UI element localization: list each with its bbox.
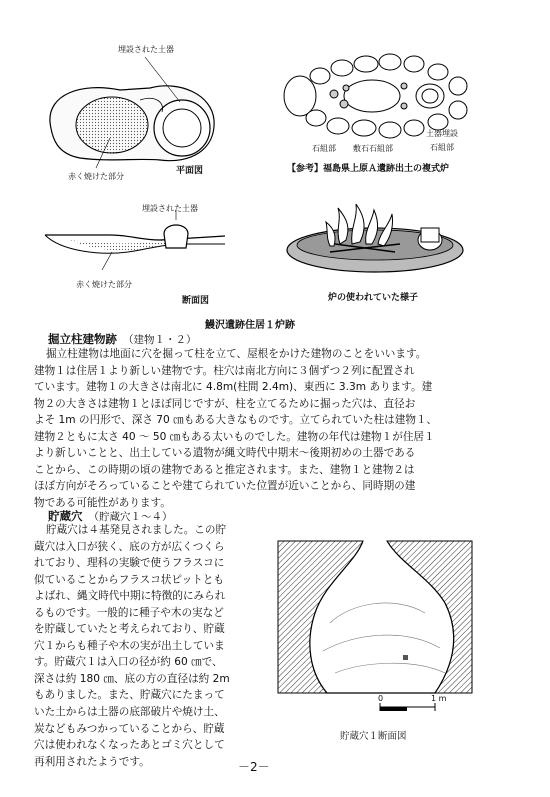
plan-view-caption: 平面図 <box>176 166 204 176</box>
scale-zero-label: 0 <box>378 694 384 703</box>
section1-line: 建物２ともに太さ 40 ～ 50 ㎝もある太いものでした。建物の年代は建物１が住居１ <box>34 430 435 443</box>
section2-line: 炭などもみつかっていることから、貯蔵 <box>34 722 225 735</box>
reference-stone2-label: 石組部 <box>430 143 454 152</box>
section1-subtitle: （建物１・２） <box>123 334 197 346</box>
hearth-usage-caption: 炉の使われていた様子 <box>328 293 419 303</box>
section2-title: 貯蔵穴 <box>48 509 83 523</box>
plan-buried-pottery-label: 埋設された土器 <box>118 45 174 54</box>
section1-line: よそ 1m の円形で、深さ 70 ㎝もある大きなものです。立てられていた柱は建物１、 <box>34 414 438 427</box>
reference-paved-stone-label: 敷石石組部 <box>353 144 393 153</box>
section2-line: れており、理科の実験で使うフラスコに <box>34 557 225 570</box>
section2-line: 穴１からも種子や木の実が出土していま <box>34 639 225 652</box>
section1-line: 掘立柱建物は地面に穴を掘って柱を立て、屋根をかけた建物のことをいいます。 <box>46 348 427 360</box>
plan-view-figure <box>40 40 220 175</box>
section2-line: もありました。また、貯蔵穴にたまって <box>34 689 225 702</box>
section2-line: 再利用されたようです。 <box>34 755 150 768</box>
section1-line: 物２の大きさは建物１とほぼ同じですが、柱を立てるために掘った穴は、直径お <box>34 397 416 410</box>
section1-title: 掘立柱建物跡 <box>48 332 117 346</box>
section-view-figure <box>40 200 230 280</box>
section2-line: 穴は使われなくなったあとゴミ穴として <box>34 739 225 752</box>
scale-one-meter-label: 1 m <box>431 694 447 703</box>
reference-caption: 【参考】福島県上原Ａ遺跡出土の複式炉 <box>287 164 450 174</box>
storage-pit-caption: 貯蔵穴１断面図 <box>340 731 407 742</box>
reference-pottery-label: 土器埋設 <box>426 129 458 138</box>
section2-line: よばれ、縄文時代中期に特徴的にみられ <box>34 590 226 603</box>
section2-line: を貯蔵していたと考えられており、貯蔵 <box>34 623 225 636</box>
section-burnt-area-label: 赤く焼けた部分 <box>76 280 132 289</box>
section2-line: 蔵穴は入口が狭く、底の方が広くつくら <box>34 540 225 553</box>
section2-line: 似ていることからフラスコ状ピットとも <box>34 573 224 586</box>
section2-line: す。貯蔵穴１は入口の径が約 60 ㎝で、 <box>34 656 223 669</box>
section1-line: ほぼ方向がそろっていることや建てられていた位置が近いことから、同時期の建 <box>34 480 416 493</box>
reference-stone-label: 石組部 <box>312 144 336 153</box>
page-number: －2－ <box>238 760 270 774</box>
section1-line: ことから、この時期の頃の建物であると推定されます。また、建物１と建物２は <box>34 463 415 476</box>
plan-burnt-area-label: 赤く焼けた部分 <box>68 172 124 181</box>
section1-line: より新しいことと、出土している遺物が縄文時代中期末～後期初めの土器である <box>34 447 416 460</box>
section2-line: 深さは約 180 ㎝、底の方の直径は約 2m <box>34 672 230 685</box>
section1-body <box>34 346 522 511</box>
storage-pit-figure <box>275 533 475 718</box>
section2-body <box>34 522 274 770</box>
main-figure-caption: 鰻沢遺跡住居１炉跡 <box>205 320 295 331</box>
section2-line: 貯蔵穴は４基発見されました。この貯 <box>46 524 227 536</box>
section-buried-pottery-label: 埋設された土器 <box>142 204 198 213</box>
section2-line: いた土からは土器の底部破片や焼け土、 <box>34 706 225 719</box>
hearth-usage-figure <box>280 200 470 280</box>
section-view-caption: 断面図 <box>182 296 210 306</box>
section1-line: 物である可能性があります。 <box>34 496 171 509</box>
section2-line: るものです。一般的に種子や木の実など <box>34 606 224 619</box>
section1-line: 建物１は住居１より新しい建物です。柱穴は南北方向に３個ずつ２列に配置され <box>34 364 415 377</box>
section2-subtitle: （貯蔵穴１～４） <box>88 511 173 523</box>
section1-line: ています。建物１の大きさは南北に 4.8m(柱間 2.4m)、東西に 3.3m あります。建 <box>34 381 433 394</box>
section1-heading <box>48 331 197 347</box>
